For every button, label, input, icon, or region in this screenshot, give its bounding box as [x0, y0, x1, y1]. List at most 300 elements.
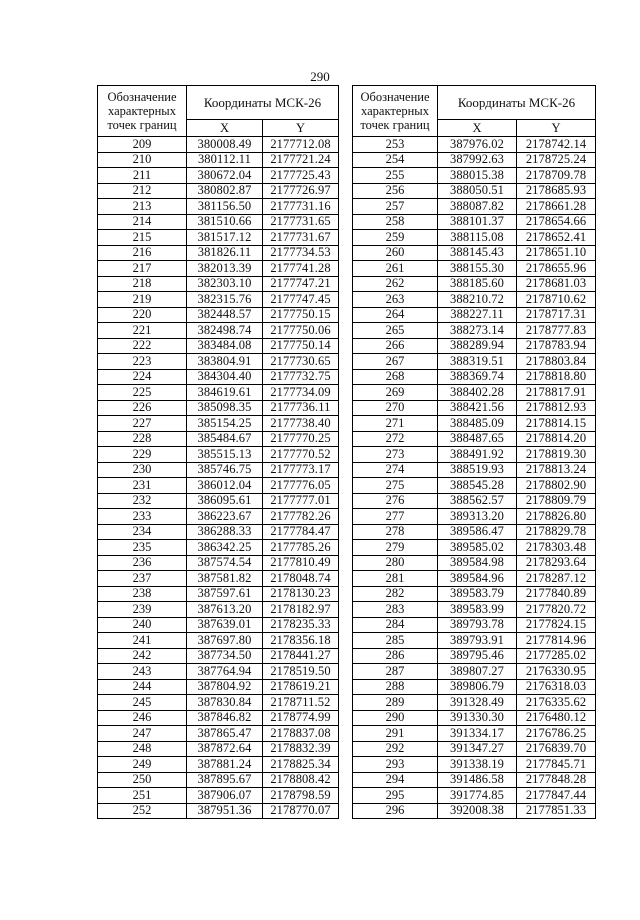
y-coordinate-cell: 2178817.91	[517, 385, 596, 401]
point-id-cell: 253	[353, 137, 438, 153]
table-row	[98, 679, 339, 695]
point-id-cell: 246	[98, 710, 187, 726]
y-coordinate-cell: 2177734.09	[263, 385, 339, 401]
table-row	[353, 307, 596, 323]
table-row	[353, 633, 596, 649]
x-coordinate-cell: 389313.20	[438, 509, 517, 525]
y-coordinate-cell: 2177725.43	[263, 168, 339, 184]
y-coordinate-cell: 2177770.52	[263, 447, 339, 463]
table-row	[98, 431, 339, 447]
x-coordinate-cell: 385098.35	[187, 400, 263, 416]
x-coordinate-cell: 380672.04	[187, 168, 263, 184]
table-row	[353, 741, 596, 757]
y-coordinate-cell: 2178774.99	[263, 710, 339, 726]
table-row	[353, 571, 596, 587]
point-id-cell: 266	[353, 338, 438, 354]
table-row	[353, 230, 596, 246]
y-coordinate-cell: 2177731.65	[263, 214, 339, 230]
point-id-cell: 245	[98, 695, 187, 711]
y-coordinate-cell: 2178654.66	[517, 214, 596, 230]
table-row	[353, 183, 596, 199]
x-coordinate-cell: 382303.10	[187, 276, 263, 292]
point-id-cell: 243	[98, 664, 187, 680]
x-coordinate-cell: 387872.64	[187, 741, 263, 757]
x-coordinate-cell: 389586.47	[438, 524, 517, 540]
point-id-cell: 238	[98, 586, 187, 602]
point-id-cell: 259	[353, 230, 438, 246]
y-coordinate-cell: 2178812.93	[517, 400, 596, 416]
y-coordinate-cell: 2177824.15	[517, 617, 596, 633]
y-axis-header: Y	[263, 120, 339, 137]
y-coordinate-cell: 2178441.27	[263, 648, 339, 664]
point-id-cell: 256	[353, 183, 438, 199]
table-row	[98, 292, 339, 308]
table-row	[353, 245, 596, 261]
table-row	[353, 602, 596, 618]
table-row	[98, 586, 339, 602]
x-coordinate-cell: 385515.13	[187, 447, 263, 463]
point-id-cell: 232	[98, 493, 187, 509]
point-id-cell: 287	[353, 664, 438, 680]
table-row	[98, 757, 339, 773]
point-label-line: Обозначение	[360, 90, 430, 104]
y-coordinate-cell: 2178802.90	[517, 478, 596, 494]
table-row	[98, 338, 339, 354]
x-coordinate-cell: 391486.58	[438, 772, 517, 788]
table-row	[353, 276, 596, 292]
y-coordinate-cell: 2177773.17	[263, 462, 339, 478]
y-coordinate-cell: 2177732.75	[263, 369, 339, 385]
point-id-cell: 224	[98, 369, 187, 385]
x-coordinate-cell: 388087.82	[438, 199, 517, 215]
point-id-cell: 209	[98, 137, 187, 153]
x-coordinate-cell: 388421.56	[438, 400, 517, 416]
y-coordinate-cell: 2178725.24	[517, 152, 596, 168]
x-coordinate-cell: 388487.65	[438, 431, 517, 447]
point-id-cell: 213	[98, 199, 187, 215]
x-coordinate-cell: 382013.39	[187, 261, 263, 277]
table-row	[98, 245, 339, 261]
x-coordinate-cell: 388155.30	[438, 261, 517, 277]
x-coordinate-cell: 383804.91	[187, 354, 263, 370]
table-row	[353, 586, 596, 602]
x-coordinate-cell: 387906.07	[187, 788, 263, 804]
point-id-cell: 239	[98, 602, 187, 618]
x-coordinate-cell: 388519.93	[438, 462, 517, 478]
point-id-cell: 250	[98, 772, 187, 788]
table-row	[98, 400, 339, 416]
table-row	[353, 385, 596, 401]
x-coordinate-cell: 386288.33	[187, 524, 263, 540]
y-coordinate-cell: 2178519.50	[263, 664, 339, 680]
point-id-cell: 264	[353, 307, 438, 323]
point-id-cell: 292	[353, 741, 438, 757]
y-coordinate-cell: 2178837.08	[263, 726, 339, 742]
point-id-cell: 230	[98, 462, 187, 478]
point-id-cell: 211	[98, 168, 187, 184]
table-row	[98, 710, 339, 726]
x-coordinate-cell: 388289.94	[438, 338, 517, 354]
point-id-cell: 296	[353, 803, 438, 819]
y-coordinate-cell: 2178826.80	[517, 509, 596, 525]
table-row	[353, 431, 596, 447]
point-label-line: точек границ	[360, 118, 430, 132]
x-coordinate-cell: 387574.54	[187, 555, 263, 571]
x-coordinate-cell: 388485.09	[438, 416, 517, 432]
y-coordinate-cell: 2178783.94	[517, 338, 596, 354]
table-row	[353, 509, 596, 525]
y-coordinate-cell: 2177712.08	[263, 137, 339, 153]
table-row	[353, 199, 596, 215]
y-coordinate-cell: 2178356.18	[263, 633, 339, 649]
table-row	[98, 230, 339, 246]
y-coordinate-cell: 2177848.28	[517, 772, 596, 788]
x-axis-header: X	[187, 120, 263, 137]
table-row	[98, 726, 339, 742]
y-coordinate-cell: 2178814.20	[517, 431, 596, 447]
y-coordinate-cell: 2177845.71	[517, 757, 596, 773]
point-id-cell: 294	[353, 772, 438, 788]
table-row	[98, 183, 339, 199]
table-row	[98, 354, 339, 370]
x-coordinate-cell: 388185.60	[438, 276, 517, 292]
table-row	[353, 788, 596, 804]
point-id-cell: 247	[98, 726, 187, 742]
table-row	[353, 137, 596, 153]
left-table-body	[98, 137, 339, 819]
x-coordinate-cell: 391328.49	[438, 695, 517, 711]
point-id-cell: 215	[98, 230, 187, 246]
table-row	[98, 788, 339, 804]
x-coordinate-cell: 388402.28	[438, 385, 517, 401]
point-id-cell: 268	[353, 369, 438, 385]
point-id-cell: 270	[353, 400, 438, 416]
point-id-cell: 288	[353, 679, 438, 695]
y-coordinate-cell: 2177750.06	[263, 323, 339, 339]
x-coordinate-cell: 388491.92	[438, 447, 517, 463]
x-coordinate-cell: 387581.82	[187, 571, 263, 587]
y-coordinate-cell: 2178303.48	[517, 540, 596, 556]
y-coordinate-cell: 2178182.97	[263, 602, 339, 618]
point-id-cell: 281	[353, 571, 438, 587]
point-id-cell: 242	[98, 648, 187, 664]
x-coordinate-cell: 386342.25	[187, 540, 263, 556]
point-id-cell: 283	[353, 602, 438, 618]
point-id-cell: 257	[353, 199, 438, 215]
table-row	[98, 509, 339, 525]
table-row	[98, 602, 339, 618]
table-row	[353, 710, 596, 726]
point-id-cell: 241	[98, 633, 187, 649]
x-coordinate-cell: 387976.02	[438, 137, 517, 153]
table-row	[98, 152, 339, 168]
point-id-cell: 254	[353, 152, 438, 168]
table-row	[353, 261, 596, 277]
y-coordinate-cell: 2176839.70	[517, 741, 596, 757]
x-coordinate-cell: 389793.78	[438, 617, 517, 633]
x-coordinate-cell: 389583.99	[438, 602, 517, 618]
point-id-cell: 285	[353, 633, 438, 649]
x-coordinate-cell: 391334.17	[438, 726, 517, 742]
x-coordinate-cell: 388319.51	[438, 354, 517, 370]
table-row	[98, 741, 339, 757]
y-coordinate-cell: 2178661.28	[517, 199, 596, 215]
point-id-cell: 227	[98, 416, 187, 432]
y-coordinate-cell: 2177785.26	[263, 540, 339, 556]
y-coordinate-cell: 2177736.11	[263, 400, 339, 416]
x-coordinate-cell: 388210.72	[438, 292, 517, 308]
point-id-cell: 273	[353, 447, 438, 463]
point-label-header	[98, 86, 187, 137]
x-coordinate-cell: 388562.57	[438, 493, 517, 509]
y-coordinate-cell: 2177851.33	[517, 803, 596, 819]
x-coordinate-cell: 387597.61	[187, 586, 263, 602]
point-id-cell: 277	[353, 509, 438, 525]
x-coordinate-cell: 384304.40	[187, 369, 263, 385]
table-row	[353, 757, 596, 773]
point-id-cell: 237	[98, 571, 187, 587]
point-id-cell: 271	[353, 416, 438, 432]
x-coordinate-cell: 387764.94	[187, 664, 263, 680]
table-row	[353, 369, 596, 385]
y-coordinate-cell: 2177776.05	[263, 478, 339, 494]
x-coordinate-cell: 387951.36	[187, 803, 263, 819]
x-coordinate-cell: 382448.57	[187, 307, 263, 323]
y-coordinate-cell: 2177741.28	[263, 261, 339, 277]
x-coordinate-cell: 387613.20	[187, 602, 263, 618]
y-coordinate-cell: 2177784.47	[263, 524, 339, 540]
point-id-cell: 225	[98, 385, 187, 401]
y-coordinate-cell: 2177847.44	[517, 788, 596, 804]
coordinates-table-right	[352, 85, 596, 819]
table-row	[98, 648, 339, 664]
y-coordinate-cell: 2177721.24	[263, 152, 339, 168]
table-row	[98, 664, 339, 680]
y-coordinate-cell: 2177747.21	[263, 276, 339, 292]
y-coordinate-cell: 2178619.21	[263, 679, 339, 695]
y-coordinate-cell: 2178803.84	[517, 354, 596, 370]
table-row	[98, 478, 339, 494]
x-coordinate-cell: 389793.91	[438, 633, 517, 649]
point-id-cell: 276	[353, 493, 438, 509]
table-row	[98, 369, 339, 385]
x-coordinate-cell: 389584.98	[438, 555, 517, 571]
table-row	[353, 772, 596, 788]
point-id-cell: 269	[353, 385, 438, 401]
point-id-cell: 248	[98, 741, 187, 757]
y-coordinate-cell: 2178777.83	[517, 323, 596, 339]
point-id-cell: 235	[98, 540, 187, 556]
y-coordinate-cell: 2177738.40	[263, 416, 339, 432]
x-coordinate-cell: 387846.82	[187, 710, 263, 726]
x-coordinate-cell: 385746.75	[187, 462, 263, 478]
y-coordinate-cell: 2177820.72	[517, 602, 596, 618]
y-coordinate-cell: 2178235.33	[263, 617, 339, 633]
point-id-cell: 249	[98, 757, 187, 773]
x-axis-header: X	[438, 120, 517, 137]
point-id-cell: 223	[98, 354, 187, 370]
y-coordinate-cell: 2177726.97	[263, 183, 339, 199]
table-row	[98, 540, 339, 556]
y-coordinate-cell: 2178808.42	[263, 772, 339, 788]
table-row	[353, 462, 596, 478]
point-id-cell: 260	[353, 245, 438, 261]
point-id-cell: 226	[98, 400, 187, 416]
x-coordinate-cell: 389806.79	[438, 679, 517, 695]
y-axis-header: Y	[517, 120, 596, 137]
point-id-cell: 263	[353, 292, 438, 308]
x-coordinate-cell: 381510.66	[187, 214, 263, 230]
point-id-cell: 262	[353, 276, 438, 292]
table-row	[98, 772, 339, 788]
y-coordinate-cell: 2177731.16	[263, 199, 339, 215]
table-row	[98, 571, 339, 587]
point-label-line: характерных	[108, 104, 176, 118]
table-row	[98, 214, 339, 230]
point-id-cell: 217	[98, 261, 187, 277]
x-coordinate-cell: 385154.25	[187, 416, 263, 432]
x-coordinate-cell: 381156.50	[187, 199, 263, 215]
y-coordinate-cell: 2177770.25	[263, 431, 339, 447]
point-id-cell: 295	[353, 788, 438, 804]
point-id-cell: 216	[98, 245, 187, 261]
x-coordinate-cell: 386012.04	[187, 478, 263, 494]
point-id-cell: 221	[98, 323, 187, 339]
point-id-cell: 218	[98, 276, 187, 292]
y-coordinate-cell: 2176330.95	[517, 664, 596, 680]
x-coordinate-cell: 388369.74	[438, 369, 517, 385]
table-row	[98, 276, 339, 292]
x-coordinate-cell: 386095.61	[187, 493, 263, 509]
table-row	[353, 292, 596, 308]
x-coordinate-cell: 388115.08	[438, 230, 517, 246]
point-id-cell: 293	[353, 757, 438, 773]
y-coordinate-cell: 2178809.79	[517, 493, 596, 509]
table-row	[353, 493, 596, 509]
x-coordinate-cell: 392008.38	[438, 803, 517, 819]
point-id-cell: 244	[98, 679, 187, 695]
point-id-cell: 234	[98, 524, 187, 540]
x-coordinate-cell: 389807.27	[438, 664, 517, 680]
x-coordinate-cell: 388050.51	[438, 183, 517, 199]
x-coordinate-cell: 382315.76	[187, 292, 263, 308]
x-coordinate-cell: 387881.24	[187, 757, 263, 773]
table-row	[98, 323, 339, 339]
point-id-cell: 258	[353, 214, 438, 230]
point-id-cell: 210	[98, 152, 187, 168]
y-coordinate-cell: 2178293.64	[517, 555, 596, 571]
table-row	[353, 726, 596, 742]
table-row	[98, 307, 339, 323]
table-row	[98, 447, 339, 463]
y-coordinate-cell: 2178709.78	[517, 168, 596, 184]
y-coordinate-cell: 2177285.02	[517, 648, 596, 664]
y-coordinate-cell: 2178813.24	[517, 462, 596, 478]
point-label-header	[353, 86, 438, 137]
table-row	[353, 524, 596, 540]
table-row	[98, 168, 339, 184]
x-coordinate-cell: 384619.61	[187, 385, 263, 401]
table-row	[353, 617, 596, 633]
y-coordinate-cell: 2178651.10	[517, 245, 596, 261]
point-id-cell: 286	[353, 648, 438, 664]
point-label-line: Обозначение	[107, 90, 177, 104]
table-row	[353, 648, 596, 664]
point-id-cell: 282	[353, 586, 438, 602]
point-id-cell: 236	[98, 555, 187, 571]
x-coordinate-cell: 387865.47	[187, 726, 263, 742]
table-row	[353, 803, 596, 819]
table-row	[353, 695, 596, 711]
point-id-cell: 261	[353, 261, 438, 277]
point-label-line: характерных	[361, 104, 429, 118]
point-id-cell: 255	[353, 168, 438, 184]
table-row	[98, 462, 339, 478]
y-coordinate-cell: 2178814.15	[517, 416, 596, 432]
point-id-cell: 265	[353, 323, 438, 339]
y-coordinate-cell: 2177734.53	[263, 245, 339, 261]
x-coordinate-cell: 388273.14	[438, 323, 517, 339]
point-id-cell: 280	[353, 555, 438, 571]
y-coordinate-cell: 2178130.23	[263, 586, 339, 602]
table-row	[98, 555, 339, 571]
x-coordinate-cell: 387895.67	[187, 772, 263, 788]
point-id-cell: 251	[98, 788, 187, 804]
y-coordinate-cell: 2177782.26	[263, 509, 339, 525]
point-id-cell: 233	[98, 509, 187, 525]
coords-title-header: Координаты МСК-26	[187, 86, 339, 120]
point-id-cell: 284	[353, 617, 438, 633]
point-id-cell: 279	[353, 540, 438, 556]
x-coordinate-cell: 389584.96	[438, 571, 517, 587]
y-coordinate-cell: 2177731.67	[263, 230, 339, 246]
table-row	[98, 199, 339, 215]
y-coordinate-cell: 2178287.12	[517, 571, 596, 587]
table-row	[98, 385, 339, 401]
table-row	[98, 524, 339, 540]
point-id-cell: 290	[353, 710, 438, 726]
table-row	[353, 152, 596, 168]
y-coordinate-cell: 2178717.31	[517, 307, 596, 323]
point-id-cell: 272	[353, 431, 438, 447]
x-coordinate-cell: 387992.63	[438, 152, 517, 168]
x-coordinate-cell: 388145.43	[438, 245, 517, 261]
x-coordinate-cell: 383484.08	[187, 338, 263, 354]
x-coordinate-cell: 381826.11	[187, 245, 263, 261]
table-row	[353, 323, 596, 339]
y-coordinate-cell: 2176480.12	[517, 710, 596, 726]
x-coordinate-cell: 391774.85	[438, 788, 517, 804]
table-row	[98, 633, 339, 649]
point-label-line: точек границ	[107, 118, 177, 132]
x-coordinate-cell: 388545.28	[438, 478, 517, 494]
y-coordinate-cell: 2178681.03	[517, 276, 596, 292]
point-id-cell: 267	[353, 354, 438, 370]
x-coordinate-cell: 380802.87	[187, 183, 263, 199]
x-coordinate-cell: 391330.30	[438, 710, 517, 726]
point-id-cell: 278	[353, 524, 438, 540]
y-coordinate-cell: 2178819.30	[517, 447, 596, 463]
point-id-cell: 252	[98, 803, 187, 819]
table-row	[98, 137, 339, 153]
y-coordinate-cell: 2176786.25	[517, 726, 596, 742]
x-coordinate-cell: 386223.67	[187, 509, 263, 525]
y-coordinate-cell: 2178829.78	[517, 524, 596, 540]
x-coordinate-cell: 388101.37	[438, 214, 517, 230]
y-coordinate-cell: 2178832.39	[263, 741, 339, 757]
y-coordinate-cell: 2177747.45	[263, 292, 339, 308]
table-row	[353, 447, 596, 463]
